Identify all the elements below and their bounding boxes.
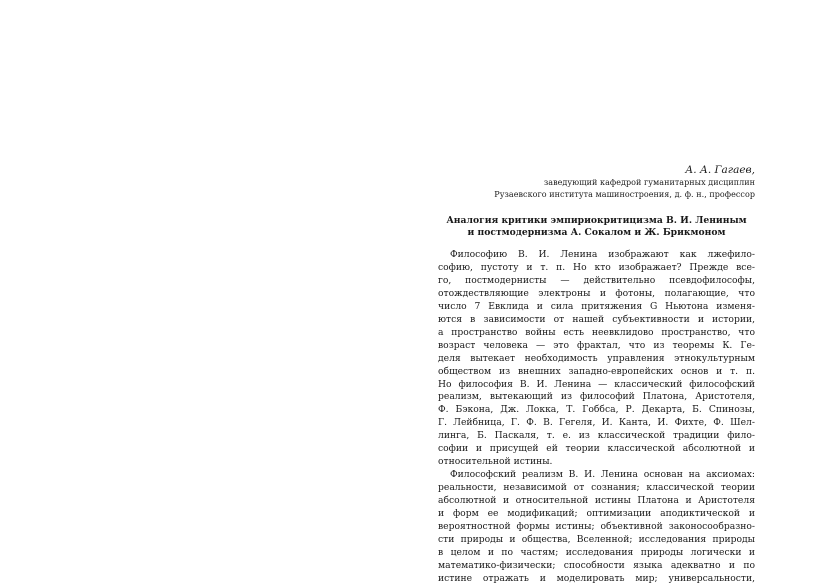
body-line: абсолютной и относительной истины Платона и Аристотеля (438, 495, 755, 507)
body-line: Философский реализм В. И. Ленина основан на аксиомах: (450, 469, 755, 481)
author-name: А. А. Гагаев, (685, 164, 755, 176)
body-line: отождествляющие электроны и фотоны, полагающие, что (438, 287, 755, 299)
author-position-line: Рузаевского института машиностроения, д. ф. н., профессор (494, 189, 755, 199)
body-line: относительной истины. (438, 456, 553, 468)
body-line: ются в зависимости от нашей субъективности и истории, (438, 313, 755, 325)
body-line: Г. Лейбница, Г. Ф. В. Гегеля, И. Канта, И. Фихте, Ф. Шел- (438, 417, 755, 429)
body-line: число 7 Евклида и сила притяжения G Ньютона изменя- (438, 300, 755, 312)
body-line: Но философия В. И. Ленина — классический философский (438, 378, 755, 390)
body-line: Философию В. И. Ленина изображают как лжефило- (450, 249, 755, 260)
text-column (438, 164, 755, 586)
body-line: реализм, вытекающий из философий Платона, Аристотеля, (438, 391, 755, 403)
body-line: го, постмодернисты — действительно псевдофилософы, (438, 274, 755, 286)
body-line: и форм ее модификаций; оптимизации аподиктической и (438, 508, 755, 520)
author-position (438, 177, 755, 200)
body-line: истине отражать и моделировать мир; универсальности, (438, 572, 755, 584)
title-line: и постмодернизма А. Сокалом и Ж. Брикмоном (467, 227, 726, 238)
body-line: реальности, независимой от сознания; классической теории (438, 482, 755, 494)
author-position-line: заведующий кафедрой гуманитарных дисциплин (543, 178, 755, 187)
title-line: Аналогия критики эмпириокритицизма В. И. Лениным (446, 215, 747, 226)
body-line: софии и присущей ей теории классической абсолютной и (438, 443, 755, 455)
body-line: линга, Б. Паскаля, т. е. из классической традиции фило- (438, 430, 755, 442)
body-line: возраст человека — это фрактал, что из теоремы К. Ге- (438, 339, 755, 351)
body-line: вероятностной формы истины; объективной законосообразно- (438, 521, 755, 533)
body-line: сти природы и общества, Вселенной; исследования природы (438, 533, 755, 545)
article-title (438, 215, 755, 239)
body-line: а пространство войны есть неевклидово пространство, что (438, 326, 755, 338)
body-line: обществом из внешних западно-европейских основ и т. п. (438, 365, 755, 377)
body-line: Ф. Бэкона, Дж. Локка, Т. Гоббса, Р. Декарта, Б. Спинозы, (438, 404, 755, 416)
body-line: математико-физически; способности языка адекватно и по (438, 559, 755, 571)
body-line: в целом и по частям; исследования природы логически и (438, 546, 755, 558)
body-line: софию, пустоту и т. п. Но кто изображает? Прежде все- (438, 261, 755, 273)
body-line: деля вытекает необходимость управления этнокультурным (438, 352, 755, 364)
article-body (438, 249, 755, 586)
